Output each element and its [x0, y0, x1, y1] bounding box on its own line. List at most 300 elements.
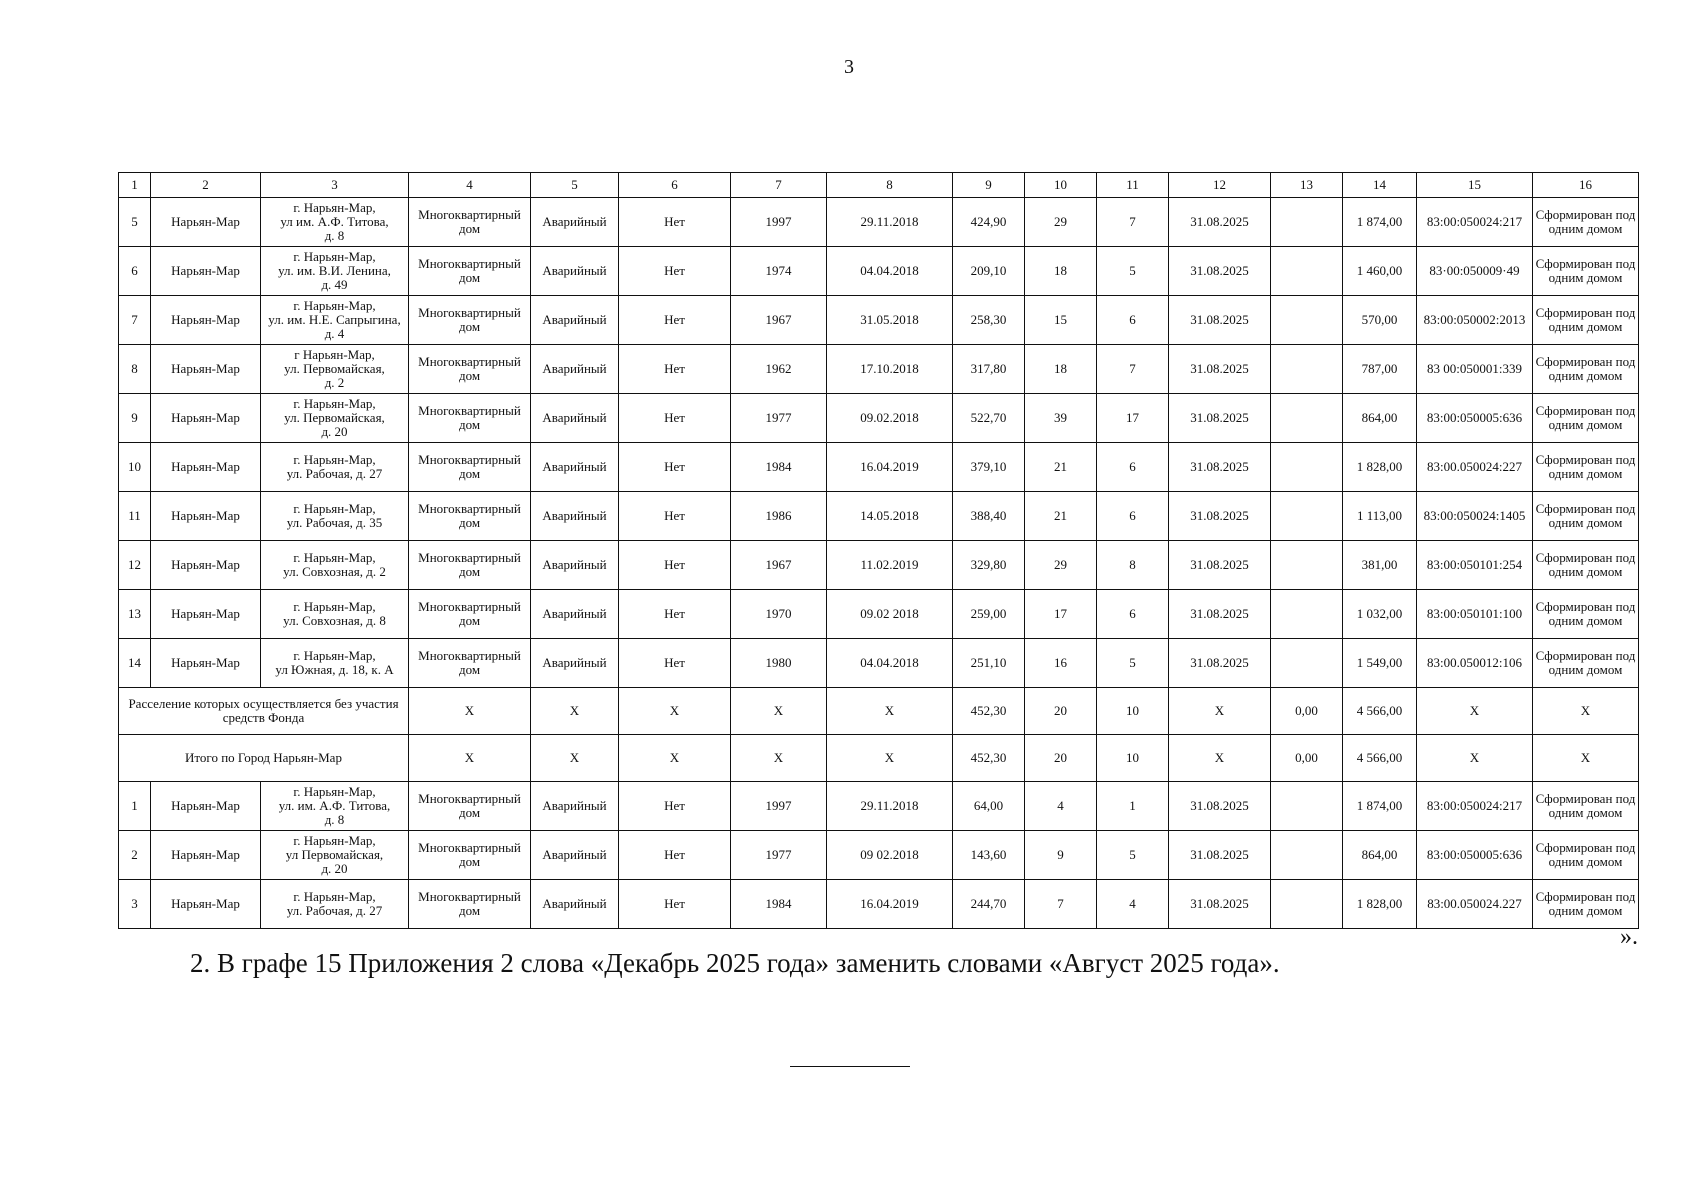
area-cell: 329,80: [953, 541, 1025, 590]
col14-cell: 864,00: [1343, 831, 1417, 880]
deadline-cell: 31.08.2025: [1169, 247, 1271, 296]
address-line: д. 4: [324, 326, 345, 341]
address-line: ул Первомайская,: [285, 847, 384, 862]
address-cell: [261, 541, 409, 590]
address-line: г Нарьян-Мар,: [294, 347, 375, 362]
col11-cell: 4: [1097, 880, 1169, 929]
address-cell: [261, 247, 409, 296]
year-cell: 1970: [731, 590, 827, 639]
date-cell: 09 02.2018: [827, 831, 953, 880]
row-number-cell: 8: [119, 345, 151, 394]
summary-c4-cell: X: [409, 688, 531, 735]
date-cell: 11.02.2019: [827, 541, 953, 590]
city-cell: Нарьян-Мар: [151, 880, 261, 929]
address-cell: [261, 345, 409, 394]
col10-cell: 9: [1025, 831, 1097, 880]
year-cell: 1977: [731, 394, 827, 443]
col13-cell: [1271, 782, 1343, 831]
building-type-cell: Многоквартирный дом: [409, 394, 531, 443]
column-number: 5: [531, 173, 619, 198]
address-line: г. Нарьян-Мар,: [293, 200, 376, 215]
land-state-cell: Сформирован под одним домом: [1533, 394, 1639, 443]
table-row: [119, 296, 1639, 345]
col14-cell: 1 874,00: [1343, 782, 1417, 831]
cadastral-number-cell: 83:00:050005:636: [1417, 394, 1533, 443]
col13-cell: [1271, 880, 1343, 929]
summary-c8-cell: X: [827, 688, 953, 735]
table-row: [119, 880, 1639, 929]
col6-cell: Нет: [619, 345, 731, 394]
col14-cell: 1 874,00: [1343, 198, 1417, 247]
building-type-cell: Многоквартирный дом: [409, 443, 531, 492]
deadline-cell: 31.08.2025: [1169, 880, 1271, 929]
row-number-cell: 12: [119, 541, 151, 590]
col6-cell: Нет: [619, 394, 731, 443]
deadline-cell: 31.08.2025: [1169, 831, 1271, 880]
date-cell: 09.02.2018: [827, 394, 953, 443]
date-cell: 29.11.2018: [827, 782, 953, 831]
summary-c16-cell: X: [1533, 688, 1639, 735]
area-cell: 259,00: [953, 590, 1025, 639]
address-line: г. Нарьян-Мар,: [293, 889, 376, 904]
year-cell: 1997: [731, 198, 827, 247]
address-line: г. Нарьян-Мар,: [293, 784, 376, 799]
col10-cell: 21: [1025, 492, 1097, 541]
col11-cell: 6: [1097, 492, 1169, 541]
land-state-cell: Сформирован под одним домом: [1533, 541, 1639, 590]
land-state-cell: Сформирован под одним домом: [1533, 296, 1639, 345]
date-cell: 09.02 2018: [827, 590, 953, 639]
date-cell: 04.04.2018: [827, 639, 953, 688]
city-cell: Нарьян-Мар: [151, 831, 261, 880]
deadline-cell: 31.08.2025: [1169, 639, 1271, 688]
address-line: ул. Рабочая, д. 35: [286, 515, 383, 530]
address-cell: [261, 198, 409, 247]
land-state-cell: Сформирован под одним домом: [1533, 639, 1639, 688]
status-cell: Аварийный: [531, 443, 619, 492]
row-number-cell: 5: [119, 198, 151, 247]
area-cell: 244,70: [953, 880, 1025, 929]
city-cell: Нарьян-Мар: [151, 443, 261, 492]
data-table-container: [118, 172, 1638, 929]
column-number: 3: [261, 173, 409, 198]
date-cell: 04.04.2018: [827, 247, 953, 296]
summary-c13-cell: 0,00: [1271, 688, 1343, 735]
summary-c5-cell: X: [531, 688, 619, 735]
address-line: д. 8: [324, 228, 345, 243]
date-cell: 29.11.2018: [827, 198, 953, 247]
col10-cell: 29: [1025, 198, 1097, 247]
col6-cell: Нет: [619, 782, 731, 831]
area-cell: 143,60: [953, 831, 1025, 880]
col13-cell: [1271, 831, 1343, 880]
col14-cell: 787,00: [1343, 345, 1417, 394]
building-type-cell: Многоквартирный дом: [409, 782, 531, 831]
area-cell: 209,10: [953, 247, 1025, 296]
land-state-cell: Сформирован под одним домом: [1533, 831, 1639, 880]
col14-cell: 1 828,00: [1343, 443, 1417, 492]
cadastral-number-cell: 83:00:050101:254: [1417, 541, 1533, 590]
col10-cell: 4: [1025, 782, 1097, 831]
area-cell: 258,30: [953, 296, 1025, 345]
col11-cell: 7: [1097, 198, 1169, 247]
summary-row: [119, 735, 1639, 782]
col10-cell: 18: [1025, 345, 1097, 394]
col6-cell: Нет: [619, 639, 731, 688]
column-number: 14: [1343, 173, 1417, 198]
col11-cell: 5: [1097, 831, 1169, 880]
summary-c15-cell: X: [1417, 735, 1533, 782]
table-row: [119, 443, 1639, 492]
city-cell: Нарьян-Мар: [151, 590, 261, 639]
date-cell: 16.04.2019: [827, 443, 953, 492]
cadastral-number-cell: 83:00.050012:106: [1417, 639, 1533, 688]
address-line: ул Южная, д. 18, к. А: [275, 662, 394, 677]
col11-cell: 8: [1097, 541, 1169, 590]
row-number-cell: 10: [119, 443, 151, 492]
col11-cell: 5: [1097, 247, 1169, 296]
address-line: д. 49: [321, 277, 348, 292]
summary-c11-cell: 10: [1097, 688, 1169, 735]
address-line: г. Нарьян-Мар,: [293, 298, 376, 313]
address-cell: [261, 880, 409, 929]
address-line: г. Нарьян-Мар,: [293, 550, 376, 565]
deadline-cell: 31.08.2025: [1169, 443, 1271, 492]
column-number: 4: [409, 173, 531, 198]
deadline-cell: 31.08.2025: [1169, 198, 1271, 247]
end-rule: [790, 1066, 910, 1067]
table-row: [119, 247, 1639, 296]
housing-table: [118, 172, 1639, 929]
city-cell: Нарьян-Мар: [151, 782, 261, 831]
row-number-cell: 1: [119, 782, 151, 831]
deadline-cell: 31.08.2025: [1169, 394, 1271, 443]
address-line: д. 20: [321, 424, 348, 439]
deadline-cell: 31.08.2025: [1169, 590, 1271, 639]
building-type-cell: Многоквартирный дом: [409, 492, 531, 541]
year-cell: 1962: [731, 345, 827, 394]
summary-area-cell: 452,30: [953, 735, 1025, 782]
building-type-cell: Многоквартирный дом: [409, 590, 531, 639]
land-state-cell: Сформирован под одним домом: [1533, 492, 1639, 541]
summary-c13-cell: 0,00: [1271, 735, 1343, 782]
col13-cell: [1271, 541, 1343, 590]
address-line: ул. им. А.Ф. Титова,: [278, 798, 391, 813]
col14-cell: 570,00: [1343, 296, 1417, 345]
year-cell: 1984: [731, 880, 827, 929]
summary-c6-cell: X: [619, 688, 731, 735]
building-type-cell: Многоквартирный дом: [409, 831, 531, 880]
col10-cell: 7: [1025, 880, 1097, 929]
address-cell: [261, 590, 409, 639]
col10-cell: 15: [1025, 296, 1097, 345]
city-cell: Нарьян-Мар: [151, 345, 261, 394]
summary-c8-cell: X: [827, 735, 953, 782]
cadastral-number-cell: 83:00:050101:100: [1417, 590, 1533, 639]
col6-cell: Нет: [619, 247, 731, 296]
address-line: г. Нарьян-Мар,: [293, 501, 376, 516]
address-line: ул. Первомайская,: [284, 361, 385, 376]
col13-cell: [1271, 198, 1343, 247]
deadline-cell: 31.08.2025: [1169, 296, 1271, 345]
summary-c7-cell: X: [731, 688, 827, 735]
status-cell: Аварийный: [531, 394, 619, 443]
table-row: [119, 782, 1639, 831]
column-number: 8: [827, 173, 953, 198]
column-number: 2: [151, 173, 261, 198]
date-cell: 31.05.2018: [827, 296, 953, 345]
summary-c6-cell: X: [619, 735, 731, 782]
address-line: г. Нарьян-Мар,: [293, 249, 376, 264]
col10-cell: 29: [1025, 541, 1097, 590]
row-number-cell: 7: [119, 296, 151, 345]
summary-c16-cell: X: [1533, 735, 1639, 782]
table-row: [119, 590, 1639, 639]
deadline-cell: 31.08.2025: [1169, 541, 1271, 590]
address-line: г. Нарьян-Мар,: [293, 833, 376, 848]
address-cell: [261, 831, 409, 880]
col6-cell: Нет: [619, 590, 731, 639]
row-number-cell: 6: [119, 247, 151, 296]
cadastral-number-cell: 83:00:050002:2013: [1417, 296, 1533, 345]
row-number-cell: 11: [119, 492, 151, 541]
area-cell: 424,90: [953, 198, 1025, 247]
col13-cell: [1271, 296, 1343, 345]
col6-cell: Нет: [619, 198, 731, 247]
summary-c10-cell: 20: [1025, 688, 1097, 735]
deadline-cell: 31.08.2025: [1169, 782, 1271, 831]
address-cell: [261, 782, 409, 831]
col14-cell: 1 460,00: [1343, 247, 1417, 296]
status-cell: Аварийный: [531, 198, 619, 247]
address-cell: [261, 443, 409, 492]
table-row: [119, 394, 1639, 443]
city-cell: Нарьян-Мар: [151, 296, 261, 345]
column-number: 6: [619, 173, 731, 198]
address-line: г. Нарьян-Мар,: [293, 396, 376, 411]
status-cell: Аварийный: [531, 831, 619, 880]
column-number: 11: [1097, 173, 1169, 198]
city-cell: Нарьян-Мар: [151, 492, 261, 541]
column-number: 16: [1533, 173, 1639, 198]
land-state-cell: Сформирован под одним домом: [1533, 443, 1639, 492]
year-cell: 1967: [731, 541, 827, 590]
cadastral-number-cell: 83:00.050024:227: [1417, 443, 1533, 492]
summary-row: [119, 688, 1639, 735]
date-cell: 17.10.2018: [827, 345, 953, 394]
row-number-cell: 14: [119, 639, 151, 688]
col11-cell: 17: [1097, 394, 1169, 443]
column-number: 15: [1417, 173, 1533, 198]
amendment-paragraph: 2. В графе 15 Приложения 2 слова «Декабрь 2025 года» заменить словами «Август 2025 года».: [190, 948, 1280, 978]
col13-cell: [1271, 492, 1343, 541]
summary-label-cell: Расселение которых осуществляется без участия средств Фонда: [119, 688, 409, 735]
col11-cell: 7: [1097, 345, 1169, 394]
city-cell: Нарьян-Мар: [151, 541, 261, 590]
land-state-cell: Сформирован под одним домом: [1533, 590, 1639, 639]
year-cell: 1967: [731, 296, 827, 345]
summary-label-cell: Итого по Город Нарьян-Мар: [119, 735, 409, 782]
city-cell: Нарьян-Мар: [151, 394, 261, 443]
col10-cell: 16: [1025, 639, 1097, 688]
column-number: 13: [1271, 173, 1343, 198]
summary-c15-cell: X: [1417, 688, 1533, 735]
summary-c14-cell: 4 566,00: [1343, 735, 1417, 782]
col14-cell: 864,00: [1343, 394, 1417, 443]
address-cell: [261, 639, 409, 688]
status-cell: Аварийный: [531, 880, 619, 929]
address-line: д. 20: [321, 861, 348, 876]
col6-cell: Нет: [619, 296, 731, 345]
address-cell: [261, 394, 409, 443]
summary-c12-cell: X: [1169, 688, 1271, 735]
col10-cell: 18: [1025, 247, 1097, 296]
column-number: 9: [953, 173, 1025, 198]
cadastral-number-cell: 83:00:050005:636: [1417, 831, 1533, 880]
deadline-cell: 31.08.2025: [1169, 345, 1271, 394]
column-number: 10: [1025, 173, 1097, 198]
col10-cell: 17: [1025, 590, 1097, 639]
summary-c12-cell: X: [1169, 735, 1271, 782]
city-cell: Нарьян-Мар: [151, 639, 261, 688]
status-cell: Аварийный: [531, 345, 619, 394]
col11-cell: 6: [1097, 296, 1169, 345]
address-line: ул. им. В.И. Ленина,: [278, 263, 391, 278]
status-cell: Аварийный: [531, 639, 619, 688]
col14-cell: 1 828,00: [1343, 880, 1417, 929]
year-cell: 1984: [731, 443, 827, 492]
col13-cell: [1271, 590, 1343, 639]
col6-cell: Нет: [619, 443, 731, 492]
column-number: 1: [119, 173, 151, 198]
status-cell: Аварийный: [531, 590, 619, 639]
col13-cell: [1271, 639, 1343, 688]
address-line: ул. Совхозная, д. 8: [283, 613, 386, 628]
area-cell: 251,10: [953, 639, 1025, 688]
area-cell: 522,70: [953, 394, 1025, 443]
page-number: 3: [844, 56, 854, 78]
cadastral-number-cell: 83·00:050009·49: [1417, 247, 1533, 296]
row-number-cell: 13: [119, 590, 151, 639]
address-line: ул. им. Н.Е. Сапрыгина,: [268, 312, 401, 327]
year-cell: 1980: [731, 639, 827, 688]
col14-cell: 1 549,00: [1343, 639, 1417, 688]
building-type-cell: Многоквартирный дом: [409, 198, 531, 247]
year-cell: 1997: [731, 782, 827, 831]
status-cell: Аварийный: [531, 492, 619, 541]
area-cell: 317,80: [953, 345, 1025, 394]
cadastral-number-cell: 83:00.050024.227: [1417, 880, 1533, 929]
column-number-row: [119, 173, 1639, 198]
land-state-cell: Сформирован под одним домом: [1533, 782, 1639, 831]
col10-cell: 21: [1025, 443, 1097, 492]
summary-c11-cell: 10: [1097, 735, 1169, 782]
col6-cell: Нет: [619, 492, 731, 541]
summary-c5-cell: X: [531, 735, 619, 782]
year-cell: 1986: [731, 492, 827, 541]
col11-cell: 1: [1097, 782, 1169, 831]
summary-area-cell: 452,30: [953, 688, 1025, 735]
address-cell: [261, 296, 409, 345]
date-cell: 14.05.2018: [827, 492, 953, 541]
summary-c4-cell: X: [409, 735, 531, 782]
summary-c10-cell: 20: [1025, 735, 1097, 782]
col13-cell: [1271, 394, 1343, 443]
status-cell: Аварийный: [531, 247, 619, 296]
address-line: ул им. А.Ф. Титова,: [280, 214, 389, 229]
col6-cell: Нет: [619, 831, 731, 880]
building-type-cell: Многоквартирный дом: [409, 296, 531, 345]
address-line: г. Нарьян-Мар,: [293, 599, 376, 614]
col11-cell: 5: [1097, 639, 1169, 688]
status-cell: Аварийный: [531, 782, 619, 831]
col13-cell: [1271, 443, 1343, 492]
col14-cell: 1 032,00: [1343, 590, 1417, 639]
city-cell: Нарьян-Мар: [151, 198, 261, 247]
land-state-cell: Сформирован под одним домом: [1533, 345, 1639, 394]
table-row: [119, 345, 1639, 394]
summary-c14-cell: 4 566,00: [1343, 688, 1417, 735]
col14-cell: 1 113,00: [1343, 492, 1417, 541]
address-line: д. 2: [324, 375, 345, 390]
cadastral-number-cell: 83 00:050001:339: [1417, 345, 1533, 394]
address-cell: [261, 492, 409, 541]
address-line: ул. Рабочая, д. 27: [286, 466, 383, 481]
area-cell: 64,00: [953, 782, 1025, 831]
col11-cell: 6: [1097, 590, 1169, 639]
address-line: ул. Рабочая, д. 27: [286, 903, 383, 918]
closing-quote: ».: [1620, 924, 1638, 950]
address-line: ул. Первомайская,: [284, 410, 385, 425]
column-number: 7: [731, 173, 827, 198]
land-state-cell: Сформирован под одним домом: [1533, 198, 1639, 247]
col13-cell: [1271, 345, 1343, 394]
address-line: г. Нарьян-Мар,: [293, 452, 376, 467]
cadastral-number-cell: 83:00:050024:217: [1417, 198, 1533, 247]
cadastral-number-cell: 83:00:050024:1405: [1417, 492, 1533, 541]
deadline-cell: 31.08.2025: [1169, 492, 1271, 541]
land-state-cell: Сформирован под одним домом: [1533, 880, 1639, 929]
status-cell: Аварийный: [531, 296, 619, 345]
address-line: д. 8: [324, 812, 345, 827]
col14-cell: 381,00: [1343, 541, 1417, 590]
building-type-cell: Многоквартирный дом: [409, 880, 531, 929]
building-type-cell: Многоквартирный дом: [409, 247, 531, 296]
col11-cell: 6: [1097, 443, 1169, 492]
building-type-cell: Многоквартирный дом: [409, 541, 531, 590]
table-row: [119, 492, 1639, 541]
address-line: ул. Совхозная, д. 2: [283, 564, 386, 579]
land-state-cell: Сформирован под одним домом: [1533, 247, 1639, 296]
year-cell: 1974: [731, 247, 827, 296]
table-row: [119, 639, 1639, 688]
city-cell: Нарьян-Мар: [151, 247, 261, 296]
address-line: г. Нарьян-Мар,: [293, 648, 376, 663]
summary-c7-cell: X: [731, 735, 827, 782]
col6-cell: Нет: [619, 541, 731, 590]
year-cell: 1977: [731, 831, 827, 880]
column-number: 12: [1169, 173, 1271, 198]
status-cell: Аварийный: [531, 541, 619, 590]
date-cell: 16.04.2019: [827, 880, 953, 929]
row-number-cell: 3: [119, 880, 151, 929]
cadastral-number-cell: 83:00:050024:217: [1417, 782, 1533, 831]
col6-cell: Нет: [619, 880, 731, 929]
row-number-cell: 2: [119, 831, 151, 880]
col13-cell: [1271, 247, 1343, 296]
col10-cell: 39: [1025, 394, 1097, 443]
area-cell: 379,10: [953, 443, 1025, 492]
